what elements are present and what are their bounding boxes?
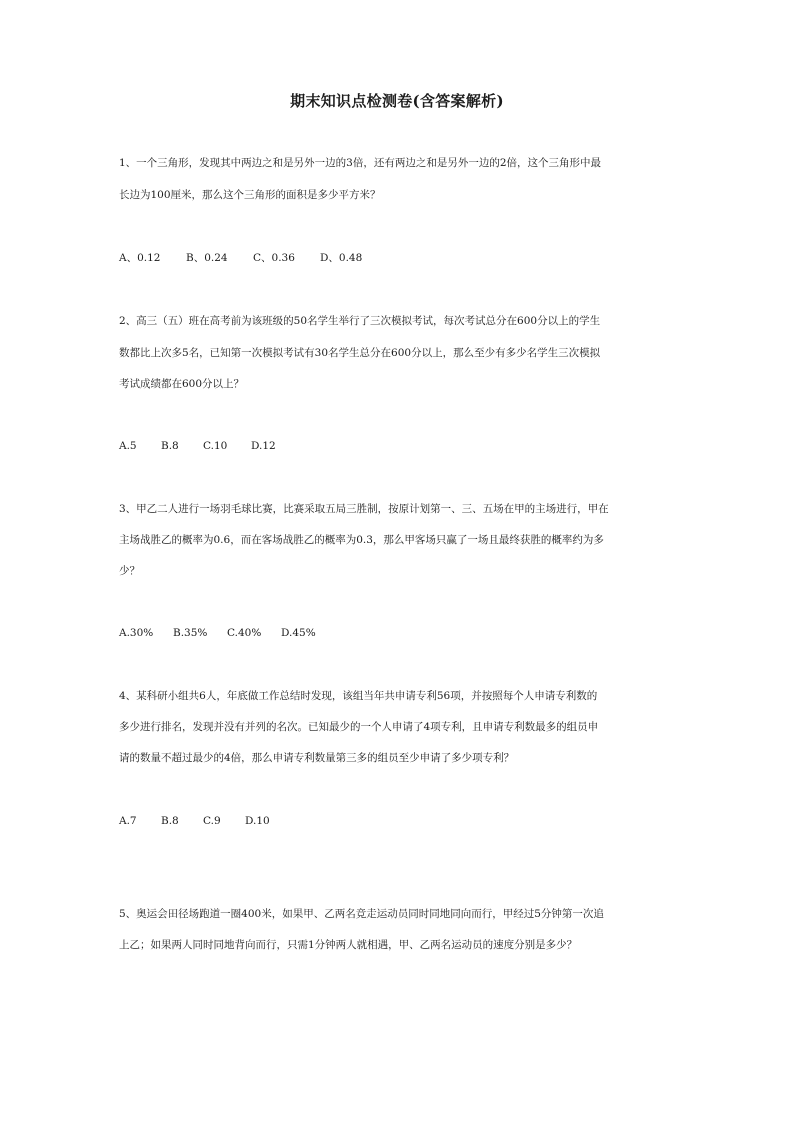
question-4-line-1: 4、某科研小组共6人，年底做工作总结时发现，该组当年共申请专利56项，并按照每个人申请专利数的 (119, 690, 598, 702)
option-d: D.12 (251, 440, 276, 452)
option-a: A.30% (119, 627, 154, 639)
question-2-line-1: 2、高三（五）班在高考前为该班级的50名学生举行了三次模拟考试，每次考试总分在600分以上的学生 (119, 315, 601, 327)
option-d: D.10 (245, 815, 270, 827)
question-3-line-3: 少？ (119, 565, 140, 577)
question-4-line-3: 请的数量不超过最少的4倍，那么申请专利数量第三多的组员至少申请了多少项专利？ (119, 752, 515, 764)
question-3-line-1: 3、甲乙二人进行一场羽毛球比赛，比赛采取五局三胜制，按原计划第一、三、五场在甲的主场进行，甲在 (119, 503, 609, 515)
option-b: B.8 (161, 440, 179, 452)
question-1-options (119, 251, 362, 265)
option-c: C.9 (203, 815, 221, 827)
option-d: D、0.48 (320, 252, 363, 264)
question-2-line-2: 数都比上次多5名，已知第一次模拟考试有30名学生总分在600分以上，那么至少有多少名学生三次模拟 (119, 347, 601, 359)
question-4-line-2: 多少进行排名，发现并没有并列的名次。已知最少的一个人申请了4项专利，且申请专利数最多的组员申 (119, 721, 599, 733)
question-2-options (119, 439, 276, 453)
question-2-line-3: 考试成绩都在600分以上？ (119, 378, 245, 390)
option-b: B.35% (173, 627, 208, 639)
question-5-line-2: 上乙；如果两人同时同地背向而行，只需1分钟两人就相遇，甲、乙两名运动员的速度分别是多少？ (119, 939, 578, 951)
option-c: C.10 (203, 440, 228, 452)
option-a: A.5 (119, 440, 137, 452)
page-title: 期末知识点检测卷(含答案解析) (290, 92, 504, 110)
option-c: C.40% (227, 627, 262, 639)
option-a: A、0.12 (119, 252, 161, 264)
option-b: B.8 (161, 815, 179, 827)
question-5-line-1: 5、奥运会田径场跑道一圈400米，如果甲、乙两名竞走运动员同时同地同向而行，甲经过5分钟第一次追 (119, 908, 604, 920)
question-3-options (119, 626, 316, 640)
question-1-line-2: 长边为100厘米，那么这个三角形的面积是多少平方米？ (119, 189, 381, 201)
question-3-line-2: 主场战胜乙的概率为0.6，而在客场战胜乙的概率为0.3，那么甲客场只赢了一场且最终获胜的概率约为多 (119, 534, 604, 546)
option-a: A.7 (119, 815, 137, 827)
option-c: C、0.36 (253, 252, 295, 264)
question-1-line-1: 1、一个三角形，发现其中两边之和是另外一边的3倍，还有两边之和是另外一边的2倍，这个三角形中最 (119, 157, 602, 169)
option-d: D.45% (281, 627, 316, 639)
question-4-options (119, 814, 270, 828)
option-b: B、0.24 (186, 252, 228, 264)
